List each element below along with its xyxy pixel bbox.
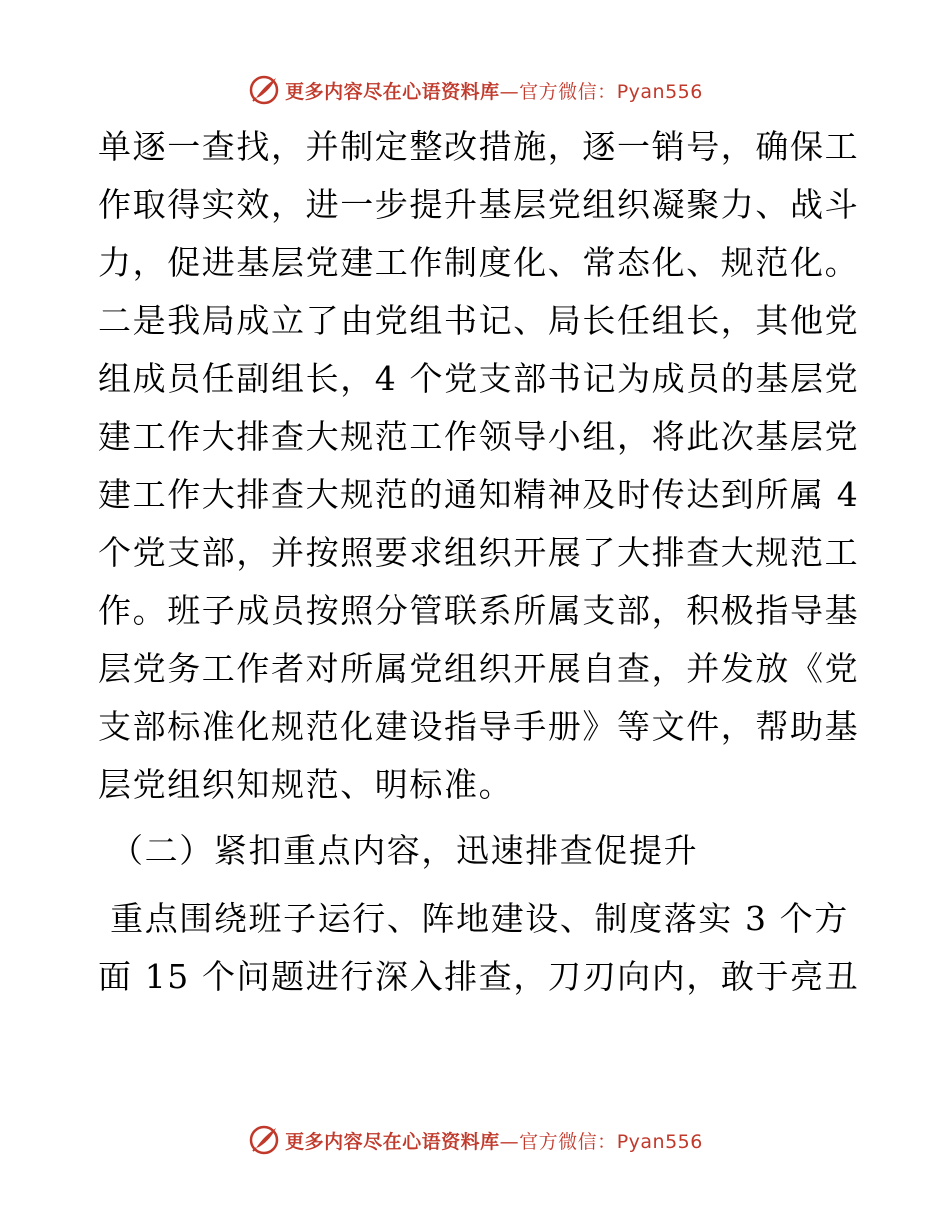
body-line: 层党组织知规范、明标准。 <box>98 765 514 804</box>
section-line: 面 15 个问题进行深入排查，刀刃向内，敢于亮丑 <box>98 957 860 996</box>
body-line: 建工作大排查大规范工作领导小组，将此次基层党 <box>98 417 860 456</box>
body-line: 作取得实效，进一步提升基层党组织凝聚力、战斗 <box>98 185 860 224</box>
body-line: 二是我局成立了由党组书记、局长任组长，其他党 <box>98 301 860 340</box>
watermark-wechat-id: Pyan556 <box>616 80 703 103</box>
body-line: 作。班子成员按照分管联系所属支部，积极指导基 <box>98 591 860 630</box>
body-line: 组成员任副组长，4 个党支部书记为成员的基层党 <box>98 359 860 398</box>
watermark-text <box>285 1127 703 1154</box>
watermark-site: 更多内容尽在心语资料库 <box>285 80 500 103</box>
watermark-wechat-label: 官方微信： <box>519 1130 617 1153</box>
watermark-site: 更多内容尽在心语资料库 <box>285 1130 500 1153</box>
body-line: 支部标准化规范化建设指导手册》等文件，帮助基 <box>98 707 860 746</box>
watermark-footer <box>0 1120 950 1160</box>
body-line: 个党支部，并按照要求组织开展了大排查大规范工 <box>98 533 860 572</box>
watermark-text <box>285 77 703 104</box>
body-line: 力，促进基层党建工作制度化、常态化、规范化。 <box>98 243 860 282</box>
section-heading: （二）紧扣重点内容，迅速排查促提升 <box>110 831 699 870</box>
quill-logo-icon <box>247 1123 281 1157</box>
watermark-dash: — <box>499 1130 520 1153</box>
body-line: 单逐一查找，并制定整改措施，逐一销号，确保工 <box>98 127 860 166</box>
watermark-dash: — <box>499 80 520 103</box>
body-line: 建工作大排查大规范的通知精神及时传达到所属 4 <box>98 475 860 514</box>
watermark-wechat-label: 官方微信： <box>519 80 617 103</box>
watermark-wechat-id: Pyan556 <box>616 1130 703 1153</box>
watermark-header <box>0 70 950 110</box>
document-body <box>98 118 858 1006</box>
quill-logo-icon <box>247 73 281 107</box>
section-line: 重点围绕班子运行、阵地建设、制度落实 3 个方 <box>98 899 849 938</box>
body-line: 层党务工作者对所属党组织开展自查，并发放《党 <box>98 649 860 688</box>
